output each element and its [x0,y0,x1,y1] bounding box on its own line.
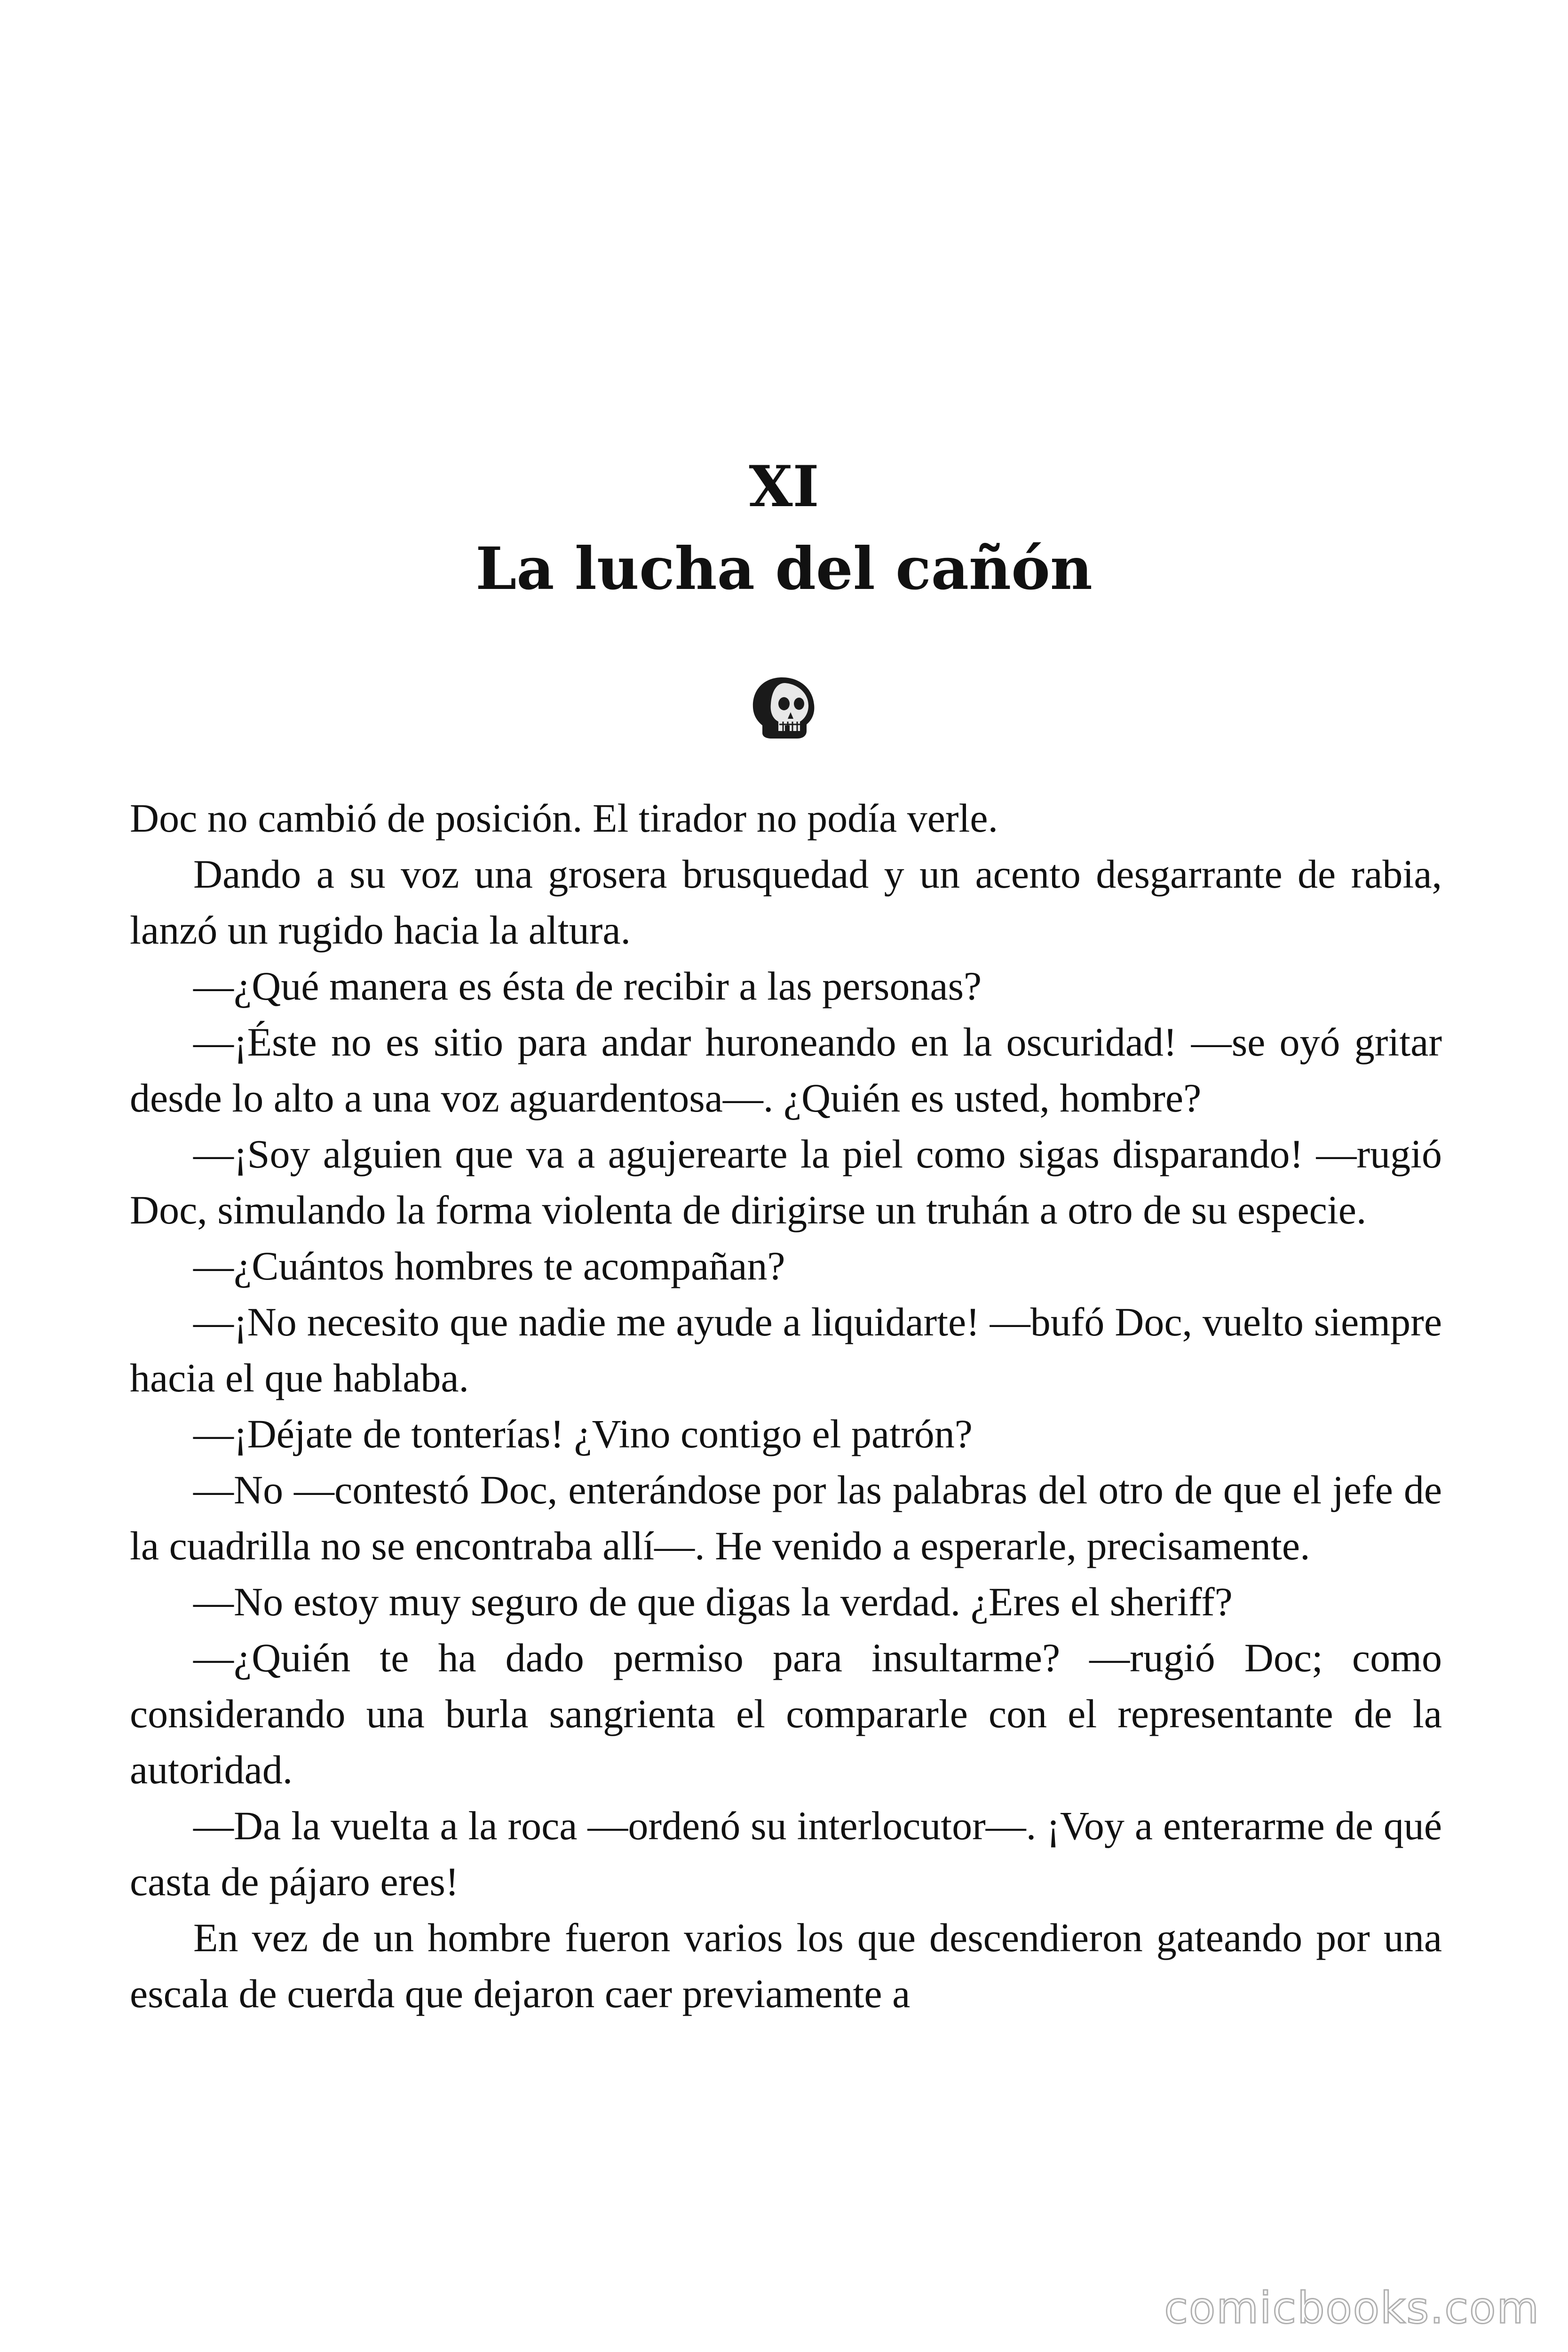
skull-icon [745,673,821,743]
paragraph: —¿Cuántos hombres te acompañan? [193,1243,785,1288]
paragraph: Dando a su voz una grosera brusquedad y un acento desgarrante de rabia, lanzó un rugido hacia la altura. [130,851,1442,953]
paragraph: —Da la vuelta a la roca —ordenó su interlocutor—. ¡Voy a enterarme de qué casta de pájaro eres! [130,1803,1442,1904]
paragraph: Doc no cambió de posición. El tirador no podía verle. [130,795,998,841]
watermark: comicbooks.com [1164,2283,1540,2333]
paragraph: —¡Déjate de tonterías! ¿Vino contigo el patrón? [193,1411,973,1456]
paragraph: —¿Quién te ha dado permiso para insultarme? —rugió Doc; como considerando una burla sangrienta el compararle con el representante de la autoridad. [130,1635,1442,1792]
paragraph: En vez de un hombre fueron varios los que descendieron gateando por una escala de cuerda que dejaron caer previamente a [130,1915,1442,2016]
paragraph: —¡Éste no es sitio para andar huroneando en la oscuridad! —se oyó gritar desde lo alto a una voz aguardentosa—. ¿Quién es usted, hombre? [130,1019,1442,1120]
paragraph: —No —contestó Doc, enterándose por las palabras del otro de que el jefe de la cuadrilla no se encontraba allí—. He venido a esperarle, precisamente. [130,1467,1442,1568]
chapter-body [130,790,1442,2022]
paragraph: —¡Soy alguien que va a agujerearte la piel como sigas disparando! —rugió Doc, simulando la forma violenta de dirigirse un truhán a otro de su especie. [130,1131,1442,1232]
paragraph: —¡No necesito que nadie me ayude a liquidarte! —bufó Doc, vuelto siempre hacia el que hablaba. [130,1299,1442,1400]
chapter-number: XI [749,453,819,520]
paragraph: —No estoy muy seguro de que digas la verdad. ¿Eres el sheriff? [193,1579,1233,1624]
paragraph: —¿Qué manera es ésta de recibir a las personas? [193,963,982,1009]
chapter-title: La lucha del cañón [475,535,1093,603]
